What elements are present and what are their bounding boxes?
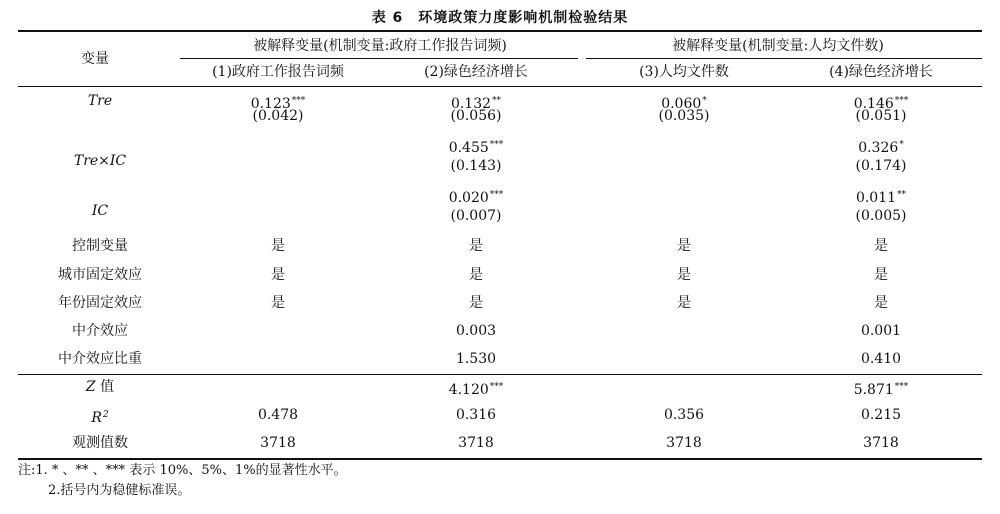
header-col-1: (1)政府工作报告词频 <box>212 64 344 80</box>
table-cell: 是 <box>469 238 483 254</box>
header-group-2: 被解释变量(机制变量:人均文件数) <box>672 38 884 54</box>
bottom-rule <box>18 458 982 460</box>
table-cell: 0.356 <box>663 407 705 423</box>
header-col-3: (3)人均文件数 <box>639 64 729 80</box>
row-label: $R^2$ <box>91 410 109 426</box>
row-label: Z 值 <box>85 379 115 395</box>
table-cell: (0.056) <box>450 108 502 124</box>
table-cell: 是 <box>271 267 285 283</box>
table-cell: 是 <box>677 267 691 283</box>
row-label: 控制变量 <box>72 238 128 254</box>
table-cell: 是 <box>874 238 888 254</box>
table-title: 表 6 环境政策力度影响机制检验结果 <box>371 10 629 26</box>
table-cell: 是 <box>469 267 483 283</box>
group-2-underline <box>586 58 982 59</box>
table-cell: 0.001 <box>860 323 902 339</box>
row-label-ic: IC <box>91 203 109 219</box>
table-cell: 0.410 <box>860 351 902 367</box>
table-cell: (0.174) <box>855 158 907 174</box>
table-cell: 4.120*** <box>448 382 504 398</box>
header-group-1: 被解释变量(机制变量:政府工作报告词频) <box>253 38 507 54</box>
row-label: 中介效应比重 <box>58 351 142 367</box>
table-cell: 0.123*** <box>250 96 306 112</box>
table-cell: 是 <box>874 267 888 283</box>
table-cell: (0.042) <box>252 108 304 124</box>
row-label-tre-ic: Tre×IC <box>73 153 127 169</box>
table-cell: (0.051) <box>855 108 907 124</box>
table-cell: 是 <box>874 295 888 311</box>
table-cell: 0.003 <box>455 323 497 339</box>
header-col-4: (4)绿色经济增长 <box>829 64 933 80</box>
row-label: 中介效应 <box>72 323 128 339</box>
row-label: 城市固定效应 <box>58 267 142 283</box>
table-cell: 5.871*** <box>853 382 909 398</box>
table-cell: 0.020*** <box>448 190 504 206</box>
table-cell: 0.011** <box>855 190 907 206</box>
table-cell: (0.035) <box>658 108 710 124</box>
table-cell: 0.215 <box>860 407 902 423</box>
table-cell: 3718 <box>666 435 702 451</box>
table-cell: 0.060* <box>661 96 707 112</box>
note-line-2: 2.括号内为稳健标准误。 <box>48 483 191 498</box>
table-cell: 1.530 <box>455 351 497 367</box>
table-cell: 是 <box>271 295 285 311</box>
row-label: 年份固定效应 <box>58 295 142 311</box>
table-cell: 3718 <box>458 435 494 451</box>
table-cell: 是 <box>469 295 483 311</box>
row-label: 观测值数 <box>72 435 128 451</box>
table-cell: 0.326* <box>858 140 904 156</box>
table-cell: 3718 <box>863 435 899 451</box>
top-rule <box>18 30 982 32</box>
header-rule <box>18 86 982 87</box>
table-cell: 是 <box>271 238 285 254</box>
table-cell: 0.478 <box>257 407 299 423</box>
table-cell: 是 <box>677 295 691 311</box>
table-cell: 0.316 <box>455 407 497 423</box>
header-variable: 变量 <box>81 51 109 67</box>
table-cell: (0.007) <box>450 208 502 224</box>
header-col-2: (2)绿色经济增长 <box>424 64 528 80</box>
note-line-1: 注:1. * 、** 、*** 表示 10%、5%、1%的显著性水平。 <box>18 463 347 478</box>
table-cell: 0.146*** <box>853 96 909 112</box>
table-cell: 0.132** <box>450 96 502 112</box>
table-cell: (0.143) <box>450 158 502 174</box>
table-cell: 0.455*** <box>448 140 504 156</box>
table-cell: (0.005) <box>855 208 907 224</box>
table-cell: 3718 <box>260 435 296 451</box>
table-cell: 是 <box>677 238 691 254</box>
mid-rule <box>18 374 982 375</box>
group-1-underline <box>180 58 578 59</box>
row-label: Tre <box>87 93 113 109</box>
